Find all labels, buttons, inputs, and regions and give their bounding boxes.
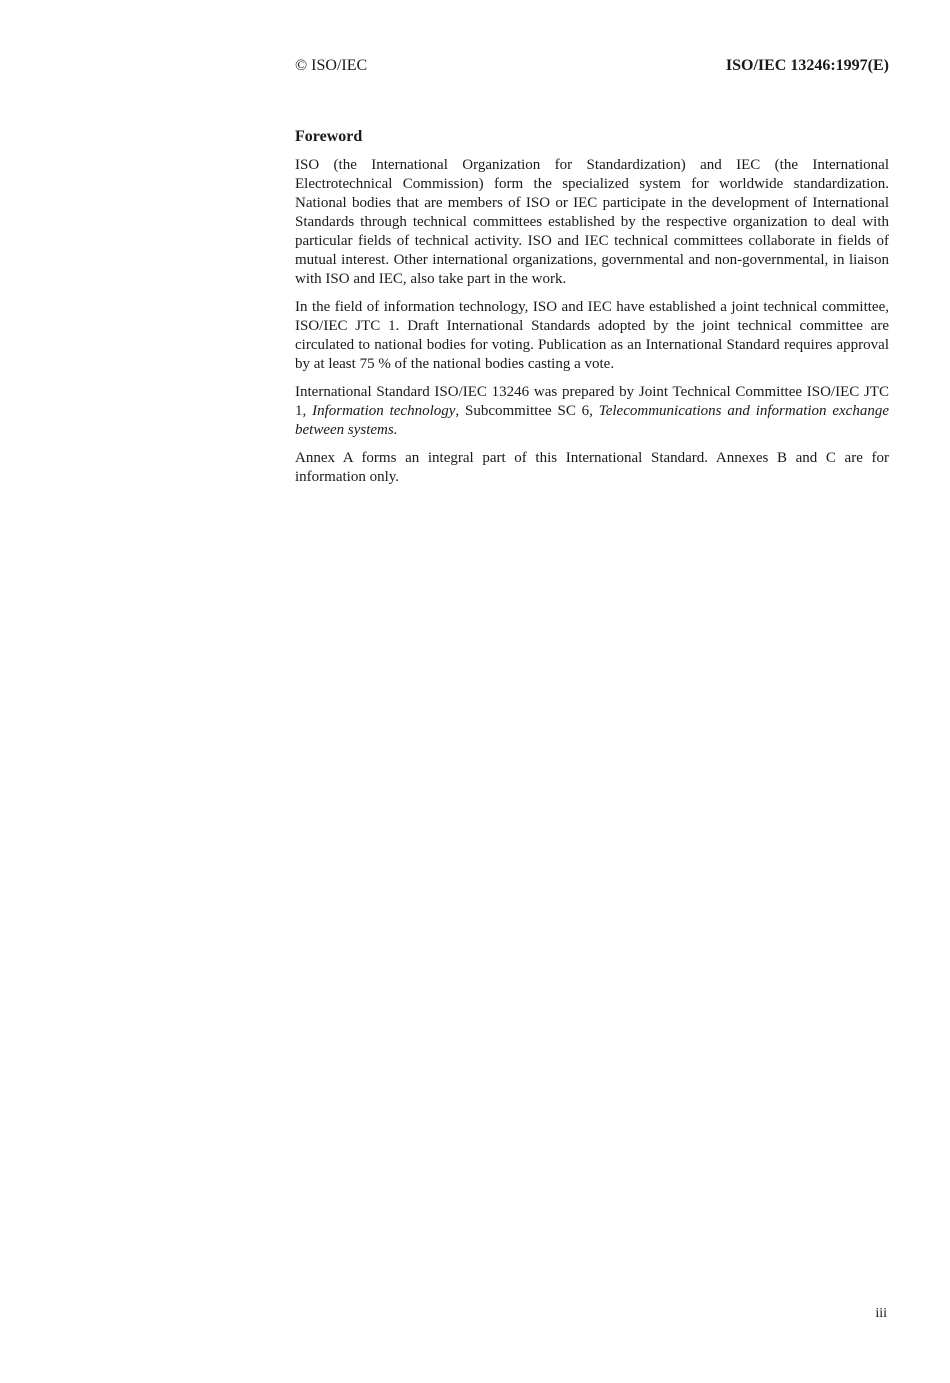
foreword-heading: Foreword	[295, 128, 363, 145]
foreword-paragraph-3	[295, 383, 889, 440]
foreword-section	[295, 127, 889, 496]
foreword-paragraph-2: In the field of information technology, ISO and IEC have established a joint technical committee, ISO/IEC JTC 1. Draft International Standards adopted by the joint technical committee are circulated to national bodies for voting. Publication as an International Standard requires approval by at least 75 % of the national bodies casting a vote.	[295, 299, 889, 372]
foreword-paragraph-1: ISO (the International Organization for Standardization) and IEC (the International Electrotechnical Commission) form the specialized system for worldwide standardization. National bodies that are members of ISO or IEC participate in the development of International Standards through technical committees established by the respective organization to deal with particular fields of technical activity. ISO and IEC technical committees collaborate in fields of mutual interest. Other international organizations, governmental and non-governmental, in liaison with ISO and IEC, also take part in the work.	[295, 157, 889, 287]
foreword-paragraph-4: Annex A forms an integral part of this International Standard. Annexes B and C are for information only.	[295, 450, 889, 485]
paragraph-3-italic-b: Telecommunications and information exchange between systems.	[295, 403, 889, 438]
header-standard-number: ISO/IEC 13246:1997(E)	[725, 57, 889, 74]
paragraph-3-text-a: International Standard ISO/IEC 13246 was prepared by Joint Technical Committee ISO/IEC JTC 1,	[295, 384, 889, 419]
paragraph-3-text-b: , Subcommittee SC 6,	[455, 403, 599, 419]
header-copyright: © ISO/IEC	[295, 57, 368, 74]
page-number: iii	[875, 1306, 887, 1321]
paragraph-3-italic-a: Information technology	[312, 403, 456, 419]
